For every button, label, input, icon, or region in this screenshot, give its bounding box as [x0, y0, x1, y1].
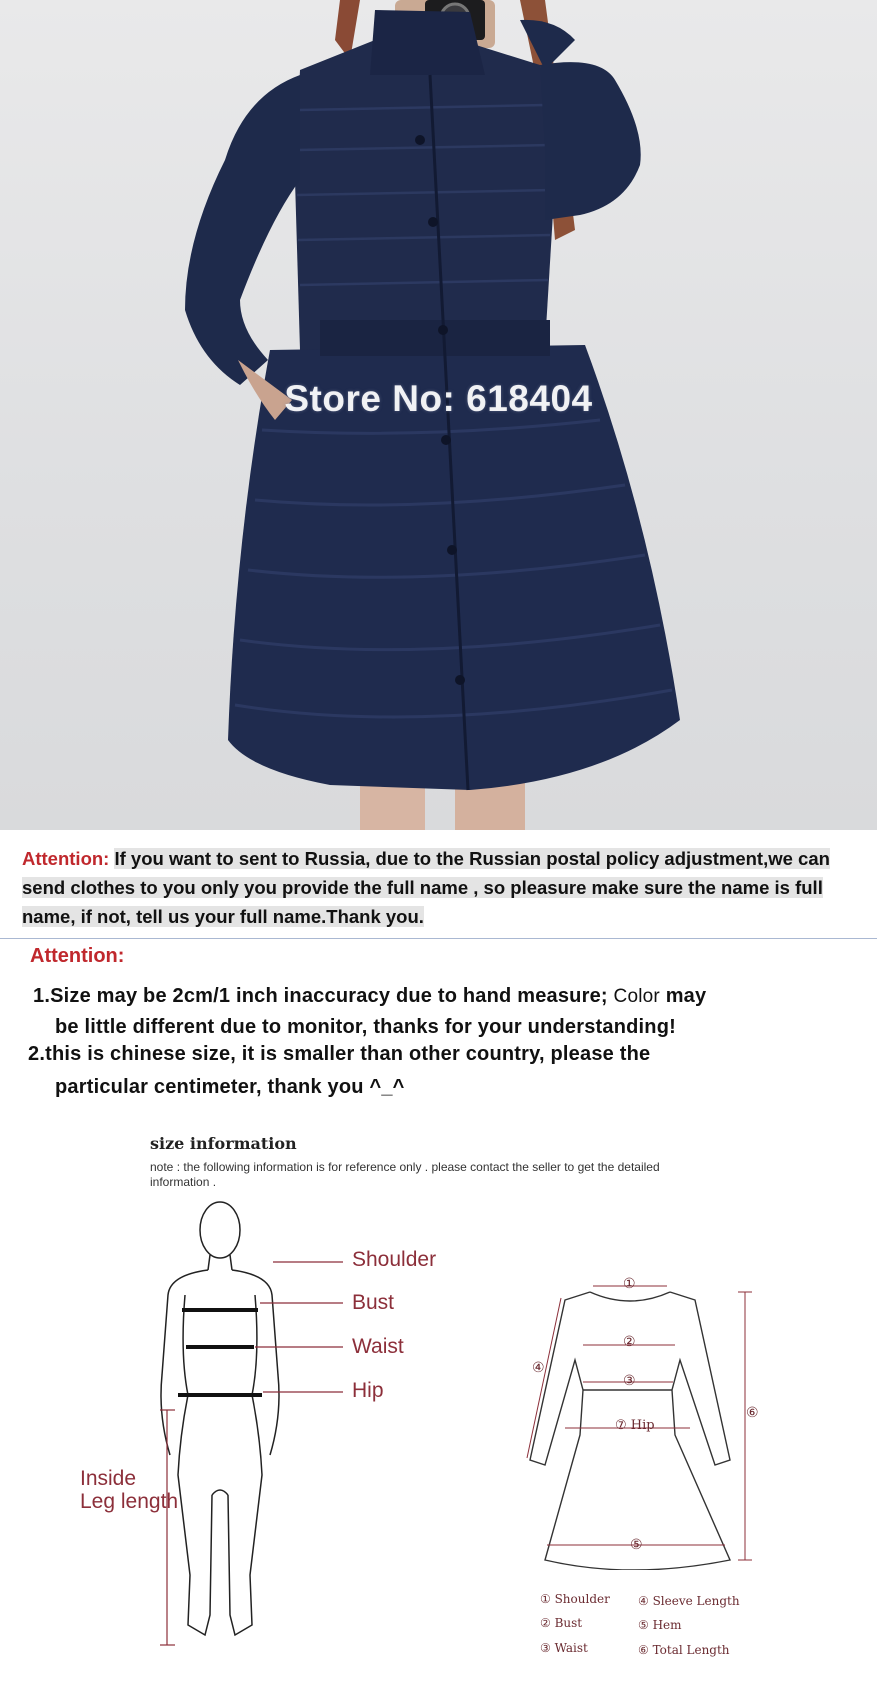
dress-mark-1: ①: [623, 1276, 636, 1292]
size-note-line-2: be little different due to monitor, thanks for your understanding!: [55, 1016, 676, 1038]
size-note-line-3: 2.this is chinese size, it is smaller than other country, please the: [28, 1043, 651, 1065]
size-note-line-4: particular centimeter, thank you ^_^: [55, 1076, 405, 1098]
label-waist: Waist: [352, 1335, 404, 1358]
legend-shoulder: ① Shoulder: [540, 1592, 610, 1606]
store-watermark: Store No: 618404: [284, 378, 593, 419]
russia-shipping-notice: [22, 844, 862, 931]
size-note-line-1c: may: [665, 985, 707, 1007]
size-info-note: note : the following information is for reference only . please contact the seller to get the detailed information .: [150, 1160, 660, 1189]
size-note-line-1a: 1.Size may be 2cm/1 inch inaccuracy due to hand measure;: [33, 985, 608, 1007]
dress-mark-5: ⑤: [630, 1537, 643, 1553]
dress-mark-hip: ⑦ Hip: [615, 1418, 655, 1433]
notice-label: Attention:: [22, 848, 110, 869]
dress-mark-2: ②: [623, 1334, 636, 1350]
label-inside: Inside: [80, 1467, 137, 1490]
label-shoulder: Shoulder: [352, 1248, 437, 1271]
body-leader-lines: [155, 1255, 355, 1675]
legend-waist: ③ Waist: [540, 1641, 588, 1655]
dress-mark-4: ④: [532, 1360, 545, 1376]
legend-bust: ② Bust: [540, 1616, 583, 1630]
dress-mark-6: ⑥: [746, 1405, 759, 1421]
label-leg-length: Leg length: [80, 1490, 179, 1513]
size-info-title: size information: [150, 1134, 297, 1153]
size-note-line-1: [33, 985, 706, 1008]
size-note-line-1b: Color: [613, 986, 660, 1007]
product-photo: [0, 0, 877, 830]
label-hip: Hip: [352, 1379, 384, 1402]
attention-title: Attention:: [30, 945, 125, 967]
legend-total-length: ⑥ Total Length: [638, 1643, 730, 1657]
legend-sleeve-length: ④ Sleeve Length: [638, 1594, 740, 1608]
label-bust: Bust: [352, 1291, 395, 1314]
divider: [0, 938, 877, 939]
notice-text: If you want to sent to Russia, due to the Russian postal policy adjustment,we can send clothes to you only you provide the full name , so pleasure make sure the name is full name, if not, tell us your full name.Thank you.: [22, 848, 830, 927]
dress-mark-3: ③: [623, 1373, 636, 1389]
legend-hem: ⑤ Hem: [638, 1618, 682, 1632]
